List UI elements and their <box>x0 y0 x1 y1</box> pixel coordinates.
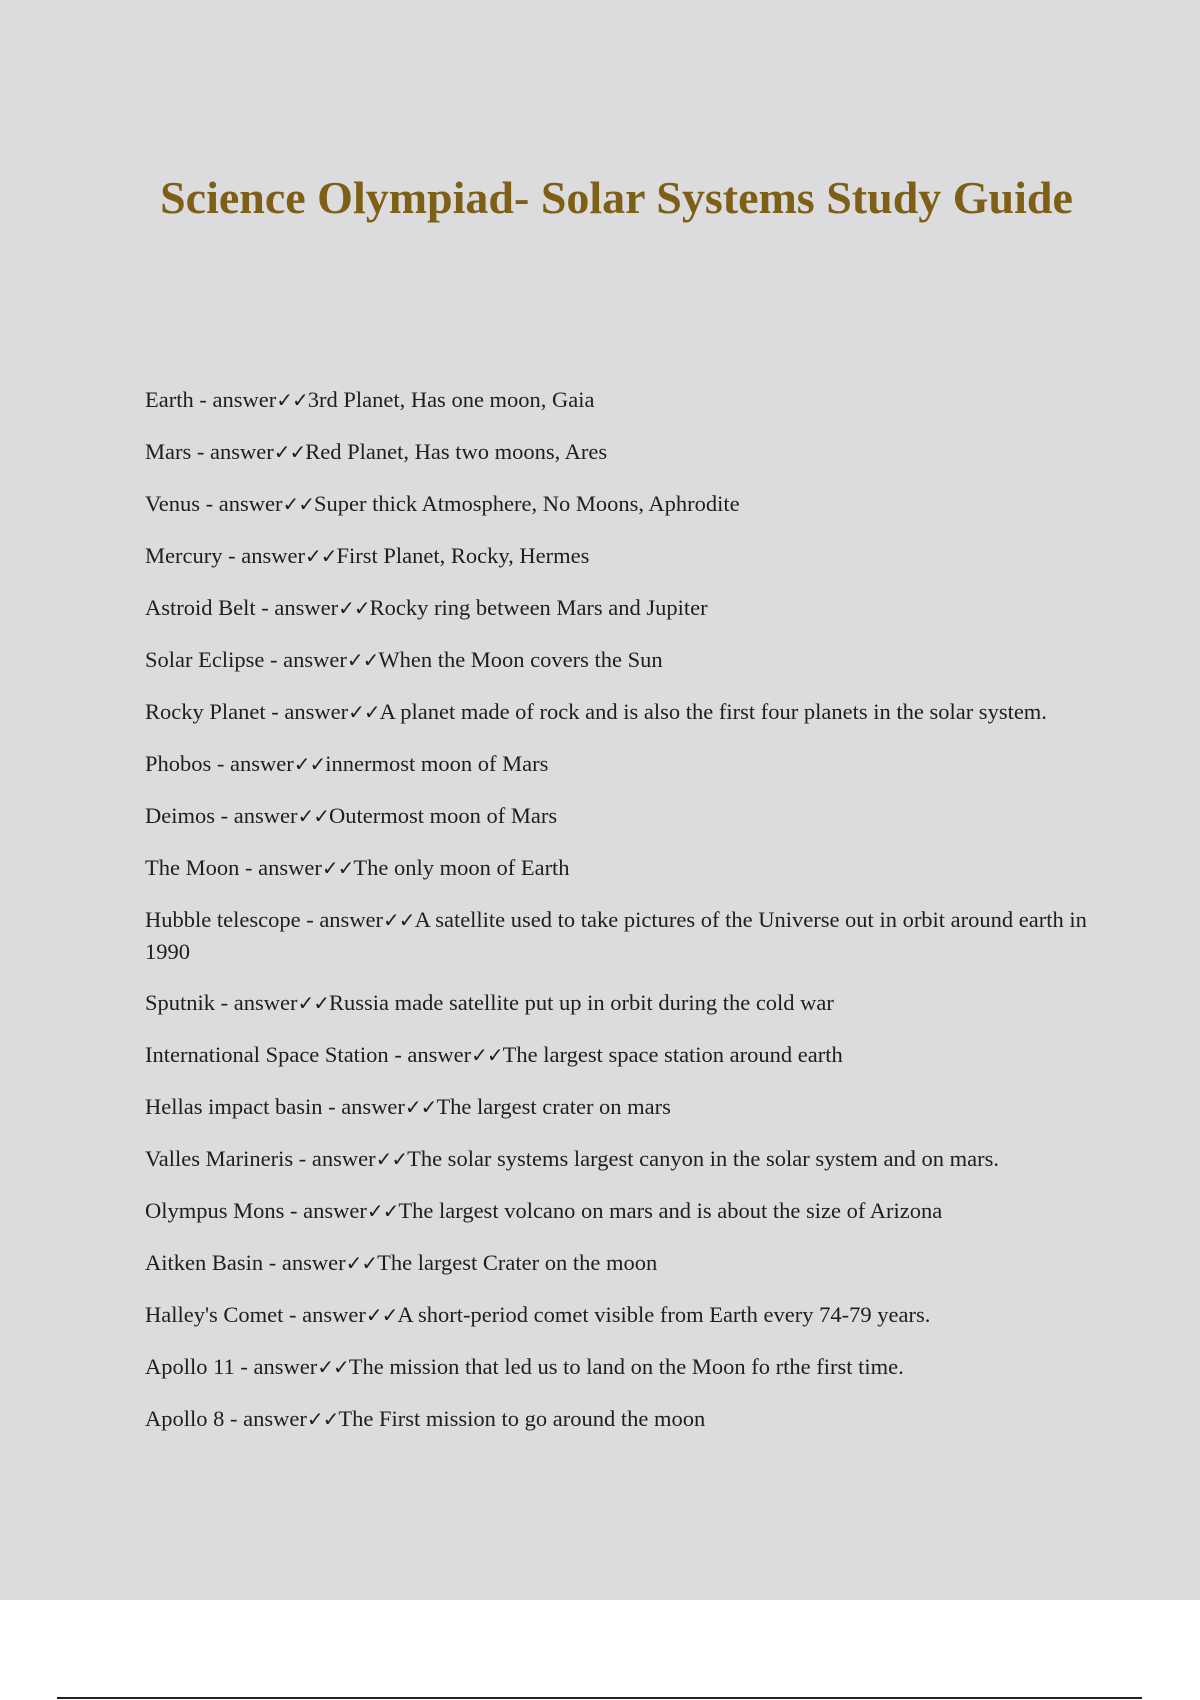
qa-definition: 3rd Planet, Has one moon, Gaia <box>307 387 595 412</box>
qa-answer-label: - answer <box>215 803 298 828</box>
qa-answer-label: - answer <box>293 1146 376 1171</box>
qa-definition: First Planet, Rocky, Hermes <box>336 543 590 568</box>
qa-term: Apollo 11 <box>145 1354 235 1379</box>
qa-answer-label: - answer <box>215 990 298 1015</box>
qa-definition: The largest crater on mars <box>436 1094 671 1119</box>
qa-item <box>145 644 1095 676</box>
double-check-icon: ✓✓ <box>346 648 379 672</box>
double-check-icon: ✓✓ <box>366 1199 399 1223</box>
qa-answer-label: - answer <box>300 907 384 932</box>
double-check-icon: ✓✓ <box>297 991 330 1015</box>
qa-term: Mars <box>145 439 192 464</box>
qa-term: Mercury <box>145 543 223 568</box>
double-check-icon: ✓✓ <box>365 1303 398 1327</box>
qa-item <box>145 1247 1095 1279</box>
qa-answer-label: - answer <box>255 595 339 620</box>
qa-term: Valles Marineris <box>145 1146 294 1171</box>
qa-item <box>145 1195 1095 1227</box>
double-check-icon: ✓✓ <box>276 388 308 412</box>
qa-term: Sputnik <box>145 990 216 1015</box>
qa-answer-label: - answer <box>200 491 283 516</box>
qa-definition: The First mission to go around the moon <box>338 1406 706 1431</box>
qa-item <box>145 1091 1095 1123</box>
double-check-icon: ✓✓ <box>273 440 306 464</box>
double-check-icon: ✓✓ <box>404 1095 437 1119</box>
double-check-icon: ✓✓ <box>282 492 314 516</box>
qa-item <box>145 540 1095 572</box>
qa-term: International Space Station <box>145 1042 389 1067</box>
double-check-icon: ✓✓ <box>383 908 415 932</box>
double-check-icon: ✓✓ <box>317 1355 349 1379</box>
qa-definition: The largest Crater on the moon <box>377 1250 658 1275</box>
qa-definition: A satellite used to take pictures of the Universe out in orbit around earth in 1990 <box>145 907 1087 964</box>
double-check-icon: ✓✓ <box>338 596 370 620</box>
qa-definition: Russia made satellite put up in orbit during the cold war <box>329 990 834 1015</box>
qa-item <box>145 488 1095 520</box>
qa-answer-label: - answer <box>234 1354 318 1379</box>
qa-answer-label: - answer <box>322 1094 405 1119</box>
qa-answer-label: - answer <box>224 1406 307 1431</box>
qa-term: Halley's Comet <box>145 1302 284 1327</box>
double-check-icon: ✓✓ <box>471 1043 503 1067</box>
qa-definition: innermost moon of Mars <box>325 751 549 776</box>
qa-term: Hubble telescope <box>145 907 301 932</box>
qa-answer-label: - answer <box>211 751 294 776</box>
qa-item <box>145 1299 1095 1331</box>
qa-definition: Outermost moon of Mars <box>328 803 558 828</box>
double-check-icon: ✓✓ <box>375 1147 408 1171</box>
qa-term: Phobos <box>145 751 212 776</box>
qa-definition: Rocky ring between Mars and Jupiter <box>369 595 708 620</box>
qa-term: Olympus Mons <box>145 1198 285 1223</box>
qa-item <box>145 1403 1095 1435</box>
double-check-icon: ✓✓ <box>345 1251 378 1275</box>
qa-term: Astroid Belt <box>145 595 256 620</box>
qa-answer-label: - answer <box>239 855 322 880</box>
qa-item <box>145 1039 1095 1071</box>
qa-item <box>145 748 1095 780</box>
qa-answer-label: - answer <box>193 387 277 412</box>
qa-term: Aitken Basin <box>145 1250 264 1275</box>
qa-item <box>145 800 1095 832</box>
qa-item <box>145 1143 1095 1175</box>
qa-item <box>145 904 1095 967</box>
qa-term: Venus <box>145 491 200 516</box>
qa-item <box>145 696 1095 728</box>
footer-divider <box>57 1697 1142 1699</box>
qa-definition: The mission that led us to land on the Moon fo rthe first time. <box>348 1354 904 1379</box>
qa-term: Earth <box>145 387 194 412</box>
qa-item <box>145 852 1095 884</box>
double-check-icon: ✓✓ <box>321 856 354 880</box>
qa-definition: The largest volcano on mars and is about the size of Arizona <box>398 1198 943 1223</box>
qa-definition: A short-period comet visible from Earth every 74-79 years. <box>397 1302 931 1327</box>
double-check-icon: ✓✓ <box>304 544 337 568</box>
qa-definition: A planet made of rock and is also the first four planets in the solar system. <box>379 699 1047 724</box>
qa-answer-label: - answer <box>284 1198 367 1223</box>
qa-term: Hellas impact basin <box>145 1094 323 1119</box>
qa-item <box>145 1351 1095 1383</box>
qa-term: Rocky Planet <box>145 699 266 724</box>
qa-answer-label: - answer <box>388 1042 472 1067</box>
qa-definition: The solar systems largest canyon in the solar system and on mars. <box>407 1146 1000 1171</box>
qa-answer-label: - answer <box>265 699 349 724</box>
qa-definition: The largest space station around earth <box>502 1042 843 1067</box>
qa-definition: Super thick Atmosphere, No Moons, Aphrodite <box>313 491 740 516</box>
double-check-icon: ✓✓ <box>348 700 380 724</box>
qa-item <box>145 987 1095 1019</box>
qa-answer-label: - answer <box>263 1250 346 1275</box>
double-check-icon: ✓✓ <box>306 1407 339 1431</box>
qa-list <box>145 384 1095 1455</box>
qa-item <box>145 384 1095 416</box>
document-title: Science Olympiad- Solar Systems Study Guide <box>160 172 1073 223</box>
qa-answer-label: - answer <box>283 1302 366 1327</box>
qa-definition: Red Planet, Has two moons, Ares <box>305 439 608 464</box>
qa-definition: The only moon of Earth <box>353 855 570 880</box>
double-check-icon: ✓✓ <box>297 804 329 828</box>
qa-term: Apollo 8 <box>145 1406 225 1431</box>
qa-term: Solar Eclipse <box>145 647 265 672</box>
double-check-icon: ✓✓ <box>293 752 326 776</box>
qa-item <box>145 592 1095 624</box>
qa-definition: When the Moon covers the Sun <box>378 647 663 672</box>
qa-answer-label: - answer <box>264 647 347 672</box>
qa-item <box>145 436 1095 468</box>
qa-answer-label: - answer <box>222 543 305 568</box>
qa-answer-label: - answer <box>191 439 274 464</box>
qa-term: Deimos <box>145 803 215 828</box>
qa-term: The Moon <box>145 855 240 880</box>
